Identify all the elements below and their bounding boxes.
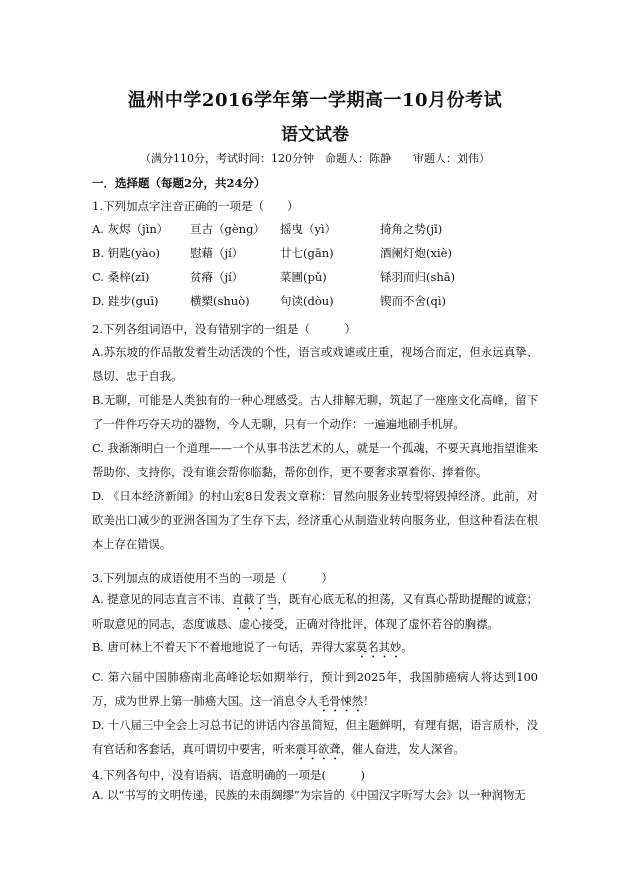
text-segment: 。 [401,641,413,654]
exam-subtitle: 语文试卷 [281,125,349,145]
question-1-option-c [92,269,552,285]
text-segment: A. 提意见的同志直言不讳、 [92,593,233,606]
question-3-option-b [92,636,538,661]
question-3-option-a [92,588,538,637]
option-cell: 句读(dòu) [280,294,334,308]
option-cell: 慰藉（jí） [190,246,244,260]
question-4-stem: 4.下列各句中，没有语病、语意明确的一项是( ) [92,768,365,782]
option-cell: 锲而不舍(qì) [380,294,447,308]
option-cell: 亘古（gèng） [190,222,265,236]
option-cell: 掎角之势(jī) [380,222,443,236]
question-1-option-a [92,221,552,237]
dotted-idiom: 直截了当 [232,593,278,606]
option-cell: A. 灰烬（jìn） [92,222,169,236]
dotted-idiom: 毛骨悚然 [317,695,364,708]
question-3-stem: 3.下列加点的成语使用不当的一项是（ ） [92,571,333,585]
question-4-option-a: A. 以“书写的文明传递，民族的未雨绸缪”为宗旨的《中国汉字听写大会》以一种润物无 [92,789,526,802]
question-2-option-a: A.苏东坡的作品散发着生动活泼的个性，语言或戏谑或庄重，视场合而定，但永远真挚、恳切、忠于自我。 [92,346,538,383]
text-segment: ！ [363,695,375,708]
option-cell: 贫瘠（jí） [190,270,244,284]
dotted-idiom: 莫名其妙 [356,641,402,654]
option-cell: 横槊(shuò) [190,294,250,308]
option-cell: 酒阑灯炮(xiè) [380,246,452,260]
option-cell: C. 桑梓(zǐ) [92,270,150,284]
option-cell: D. 跬步(guī) [92,294,159,308]
question-3-option-d [92,714,538,763]
text-segment: ，催人奋进，发人深省。 [340,743,465,756]
dotted-idiom: 震耳欲聋 [295,743,341,756]
question-1-stem: 1.下列加点字注音正确的一项是（ ） [92,199,299,213]
option-cell: B. 钥匙(yào) [92,246,161,260]
section-heading: 一．选择题（每题2分，共24分） [92,176,266,190]
text-segment: ，既有心底无私的担荡，又有真心帮助提醒的诚意；听取意见的同志，态度诚恳、虚心接受，正确对待批评，体现了虚怀若谷的胸襟。 [92,593,538,631]
text-segment: B. 唐可林上不着天下不着地地说了一句话，弄得大家 [92,641,357,654]
question-1-option-b [92,245,552,261]
text-segment: D. 十八届三中全会上习总书记的讲话内容虽简短，但主题鲜明，有理有据，语言质朴，没有官话和客套话，真可谓切中要害，听来 [92,719,538,756]
question-2-option-b: B.无聊，可能是人类独有的一种心理感受。古人排解无聊，筑起了一座座文化高峰，留下了一件件巧夺天功的器物，今人无聊，只有一个动作：一遍遍地刷手机屏。 [92,394,538,431]
option-cell: 廿七(gān) [280,246,334,260]
option-cell: 菜圃(pǔ) [280,270,327,284]
option-cell: 摇曳（yì） [280,222,337,236]
question-3-option-c [92,666,538,715]
exam-title: 温州中学2016学年第一学期高一10月份考试 [127,90,503,111]
question-2-option-c: C. 我渐渐明白一个道理——一个从事书法艺术的人，就是一个孤魂，不要天真地指望谁来帮助你、支持你，没有谁会帮你临黏，帮你创作，更不要奢求罩着你、捧着你。 [92,442,538,479]
exam-info: （满分110分，考试时间：120分钟 命题人：陈静 审题人：刘伟） [140,152,490,165]
option-cell: 铩羽而归(shā) [380,270,456,284]
question-2-option-d: D. 《日本经济新闻》的村山宏8日发表文章称：冒然向服务业转型将毁掉经济。此前，对欧美出口减少的亚洲各国为了生存下去，经济重心从制造业转向服务业，但这种看法在根本上存在错误。 [92,490,538,551]
text-segment: C. 第六届中国肺癌南北高峰论坛如期举行，预计到2025年，我国肺癌病人将达到100万，成为世界上第一肺癌大国。这一消息令人 [92,671,538,708]
question-1-option-d [92,293,552,309]
question-2-stem: 2.下列各组词语中，没有错别字的一组是（ ） [92,322,356,336]
